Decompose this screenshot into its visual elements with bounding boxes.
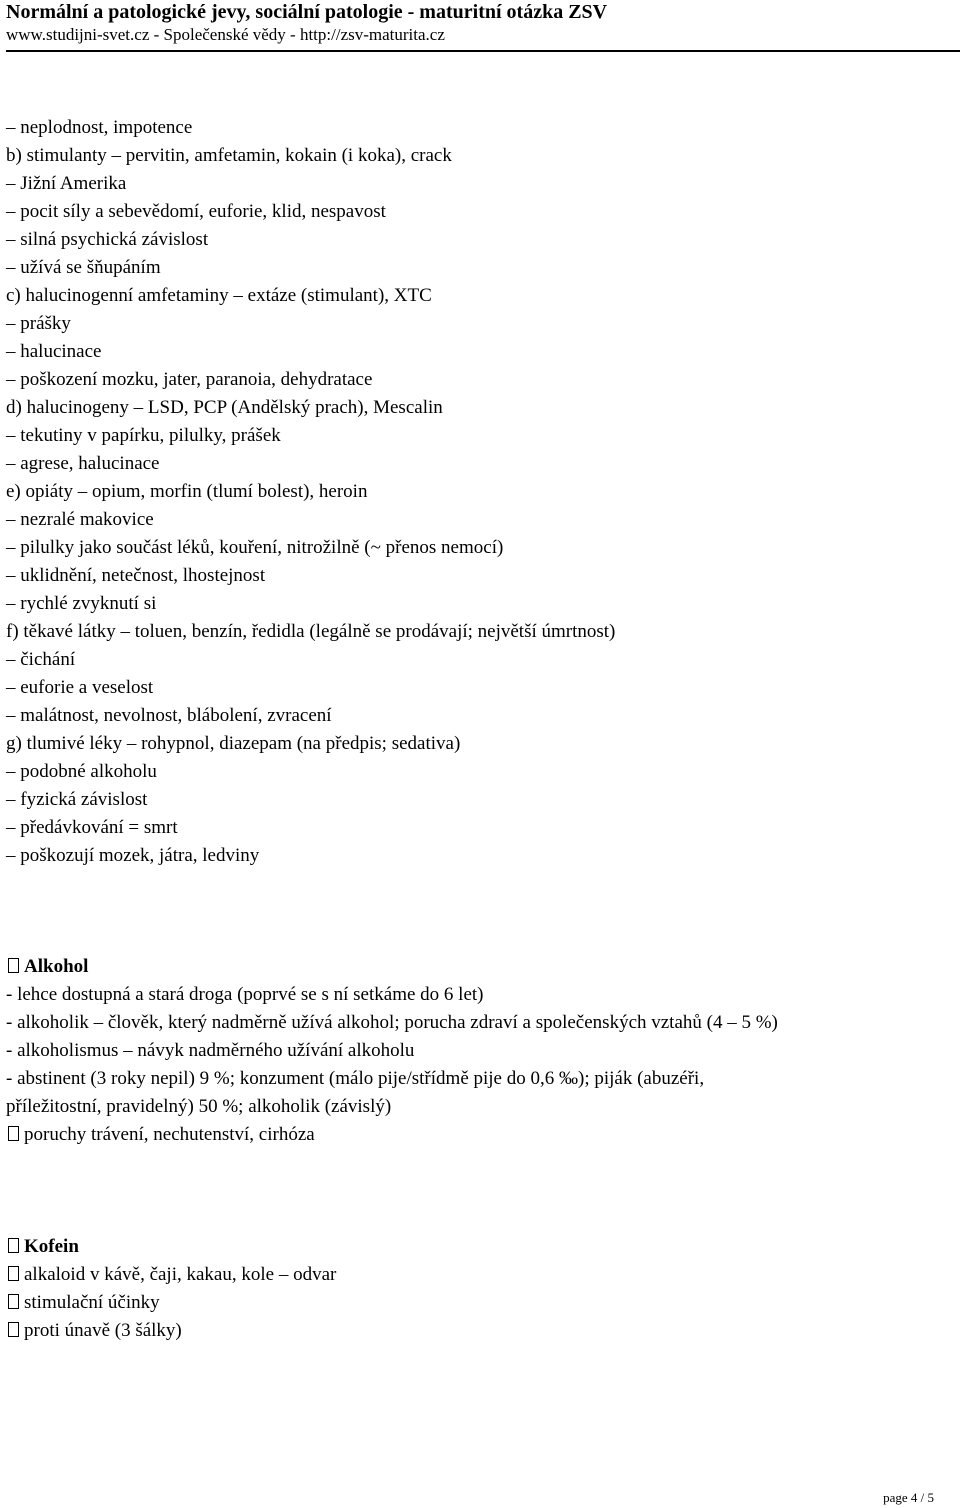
header-divider	[6, 50, 960, 52]
text-line: příležitostní, pravidelný) 50 %; alkoholik (závislý)	[6, 1096, 392, 1117]
text-line: – fyzická závislost	[6, 789, 148, 810]
text-line: – Jižní Amerika	[6, 173, 127, 194]
text-line: g) tlumivé léky – rohypnol, diazepam (na předpis; sedativa)	[6, 733, 461, 754]
kofein-section	[6, 1233, 336, 1345]
page-header	[6, 0, 956, 46]
text-line: – tekutiny v papírku, pilulky, prášek	[6, 425, 281, 446]
bullet-box-icon	[8, 1126, 19, 1141]
drugs-section	[6, 114, 615, 870]
text-line: – užívá se šňupáním	[6, 257, 161, 278]
text-line: – podobné alkoholu	[6, 761, 157, 782]
document-source: www.studijni-svet.cz - Společenské vědy - http://zsv-maturita.cz	[6, 25, 445, 44]
text-line: – pilulky jako součást léků, kouření, nitrožilně (~ přenos nemocí)	[6, 537, 504, 558]
bullet-box-icon	[8, 1266, 19, 1281]
text-line: - abstinent (3 roky nepil) 9 %; konzument (málo pije/střídmě pije do 0,6 ‰); piják (abuzéři,	[6, 1068, 705, 1089]
bullet-text: alkaloid v kávě, čaji, kakau, kole – odvar	[24, 1264, 337, 1285]
section-heading-kofein	[6, 1233, 336, 1261]
bullet-box-icon	[8, 1238, 19, 1253]
text-line: f) těkavé látky – toluen, benzín, ředidla (legálně se prodávají; největší úmrtnost)	[6, 621, 616, 642]
text-line: – malátnost, nevolnost, blábolení, zvracení	[6, 705, 332, 726]
text-line: – rychlé zvyknutí si	[6, 593, 157, 614]
text-line: – euforie a veselost	[6, 677, 154, 698]
text-line: - alkoholik – člověk, který nadměrně užívá alkohol; porucha zdraví a společenských vztahů (4 – 5 %)	[6, 1012, 778, 1033]
bullet-text: proti únavě (3 šálky)	[24, 1320, 182, 1341]
bullet-text: stimulační účinky	[24, 1292, 160, 1313]
text-line: – silná psychická závislost	[6, 229, 209, 250]
text-line: – prášky	[6, 313, 71, 334]
heading-text: Kofein	[24, 1236, 79, 1257]
bullet-item	[6, 1261, 336, 1289]
text-line: – agrese, halucinace	[6, 453, 160, 474]
text-line: – pocit síly a sebevědomí, euforie, klid, nespavost	[6, 201, 386, 222]
text-line: – uklidnění, netečnost, lhostejnost	[6, 565, 266, 586]
bullet-text: poruchy trávení, nechutenství, cirhóza	[24, 1124, 315, 1145]
bullet-item	[6, 1317, 336, 1345]
text-line: d) halucinogeny – LSD, PCP (Andělský prach), Mescalin	[6, 397, 443, 418]
text-line: c) halucinogenní amfetaminy – extáze (stimulant), XTC	[6, 285, 432, 306]
text-line: - lehce dostupná a stará droga (poprvé se s ní setkáme do 6 let)	[6, 984, 484, 1005]
bullet-box-icon	[8, 1322, 19, 1337]
bullet-item	[6, 1121, 778, 1149]
text-line: – nezralé makovice	[6, 509, 154, 530]
document-title: Normální a patologické jevy, sociální patologie - maturitní otázka ZSV	[6, 1, 608, 23]
bullet-box-icon	[8, 1294, 19, 1309]
page-number: page 4 / 5	[883, 1490, 934, 1505]
section-heading-alkohol	[6, 953, 778, 981]
bullet-item	[6, 1289, 336, 1317]
alkohol-section	[6, 953, 778, 1149]
text-line: – neplodnost, impotence	[6, 117, 193, 138]
text-line: – čichání	[6, 649, 76, 670]
text-line: – předávkování = smrt	[6, 817, 178, 838]
text-line: - alkoholismus – návyk nadměrného užívání alkoholu	[6, 1040, 415, 1061]
text-line: – halucinace	[6, 341, 102, 362]
text-line: – poškození mozku, jater, paranoia, dehydratace	[6, 369, 373, 390]
text-line: – poškozují mozek, játra, ledviny	[6, 845, 260, 866]
text-line: e) opiáty – opium, morfin (tlumí bolest), heroin	[6, 481, 368, 502]
bullet-box-icon	[8, 958, 19, 973]
text-line: b) stimulanty – pervitin, amfetamin, kokain (i koka), crack	[6, 145, 452, 166]
heading-text: Alkohol	[24, 956, 89, 977]
